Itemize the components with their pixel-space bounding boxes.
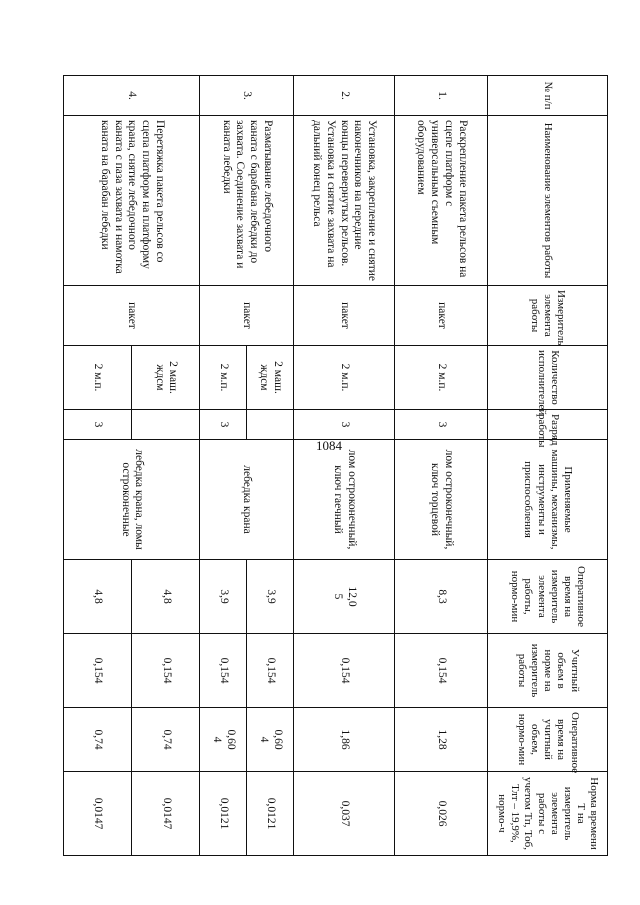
header-volume: Учитный объем в норме на измеритель работы [488,634,608,708]
cell-name: Перетяжка пакета рельсов со сцепа платформ на платформу крана, снятие лебедочного каната с паза захвата и намотка каната на барабан лебедки [64,116,200,286]
cell-grade: 3 [394,410,488,440]
cell-unit: пакет [200,286,294,346]
norm-table [63,75,608,856]
table-header-row [488,76,608,856]
cell-tools: лом остроконечный, ключ торцевой [394,440,488,560]
table-row [293,76,394,856]
cell-num: 4. [64,76,200,116]
cell-num: 2. [293,76,394,116]
cell-volume: 0,154 [293,634,394,708]
header-tools: Применяемые машины, механизмы, инструменты и приспособления [488,440,608,560]
cell-workers: 2 м.п. [394,346,488,410]
cell-norm: 0,026 [394,772,488,856]
cell-workers: 2 маш. ждсм [132,346,200,410]
cell-tools: лом остроконечный, ключ гаечный [293,440,394,560]
cell-num: 1. [394,76,488,116]
cell-grade: 3 [64,410,132,440]
cell-grade: 3 [293,410,394,440]
cell-name: Установка, закрепление и снятие наконечников на передние концы перевернутых рельсов. Установка и снятие захвата на дальний конец рельса [293,116,394,286]
header-unit: Измеритель элемента работы [488,286,608,346]
header-workers: Количество исполнителей [488,346,608,410]
cell-op-vol: 0,60 4 [246,708,293,772]
cell-norm: 0,0121 [246,772,293,856]
cell-volume: 0,154 [132,634,200,708]
cell-unit: пакет [394,286,488,346]
header-op-time: Оперативное время на измеритель элемента работы, нормо-мин [488,560,608,634]
cell-volume: 0,154 [64,634,132,708]
cell-norm: 0,037 [293,772,394,856]
cell-tools: лебедка крана [200,440,294,560]
cell-op-time: 4,8 [132,560,200,634]
cell-unit: пакет [64,286,200,346]
cell-volume: 0,154 [394,634,488,708]
cell-op-vol: 1,86 [293,708,394,772]
cell-unit: пакет [293,286,394,346]
cell-op-vol: 0,60 4 [200,708,247,772]
cell-op-vol: 1,28 [394,708,488,772]
table-row [246,76,293,856]
cell-num: 3. [200,76,294,116]
header-norm: Норма времени Т на измеритель элемента работы с учетом Тп, Тоб, Тлт – 19,9%, нормо-ч [488,772,608,856]
cell-norm: 0,0147 [64,772,132,856]
cell-op-vol: 0,74 [64,708,132,772]
table-row [394,76,488,856]
cell-volume: 0,154 [246,634,293,708]
cell-workers: 2 м.п. [200,346,247,410]
cell-op-time: 3,9 [200,560,247,634]
header-grade: Разряд работы [488,410,608,440]
cell-grade [246,410,293,440]
table-row [132,76,200,856]
page-number: 1084 [316,438,342,453]
cell-op-time: 4,8 [64,560,132,634]
cell-grade [132,410,200,440]
cell-grade: 3 [200,410,247,440]
cell-op-vol: 0,74 [132,708,200,772]
cell-name: Раскрепление пакета рельсов на сцепе платформ с универсальным съемным оборудованием [394,116,488,286]
cell-tools: лебедка крана, ломы остроконечные [64,440,200,560]
cell-volume: 0,154 [200,634,247,708]
rotated-table-container [63,75,608,855]
cell-workers: 2 м.п. [293,346,394,410]
header-op-vol: Оперативное время на учитный объем, нормо-мин [488,708,608,772]
cell-name: Разматывание лебедочного каната с барабана лебедки до захвата. Соединение захвата и каната лебедки [200,116,294,286]
cell-op-time: 3,9 [246,560,293,634]
cell-op-time: 8,3 [394,560,488,634]
cell-op-time: 12,0 5 [293,560,394,634]
header-name: Наименование элементов работы [488,116,608,286]
header-num: № п/п [488,76,608,116]
cell-norm: 0,0147 [132,772,200,856]
cell-norm: 0,0121 [200,772,247,856]
cell-workers: 2 м.п. [64,346,132,410]
cell-workers: 2 маш. ждсм [246,346,293,410]
